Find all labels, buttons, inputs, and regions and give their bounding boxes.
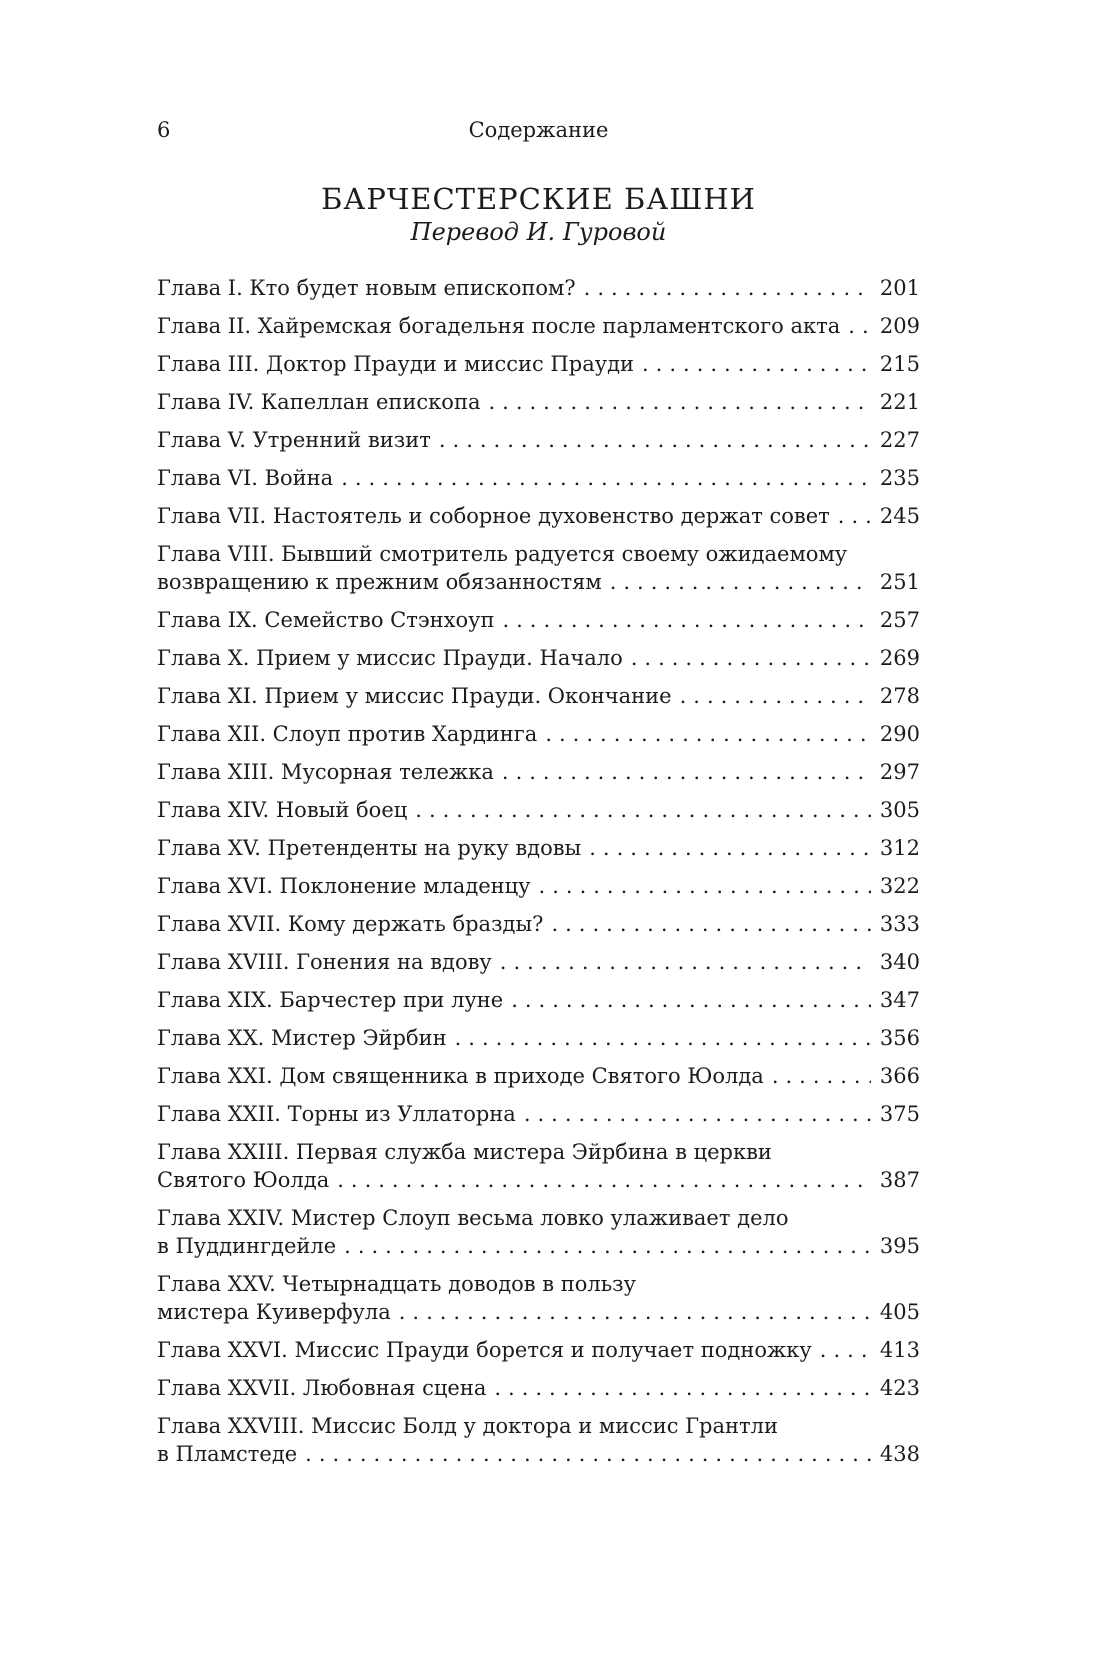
- chapter-title: в Пламстеде: [157, 1442, 298, 1466]
- chapter-title: Глава XXVII. Любовная сцена: [157, 1376, 487, 1400]
- toc-entry: [157, 606, 920, 634]
- toc-entry-leader-line: [157, 986, 920, 1014]
- chapter-title: Глава X. Прием у миссис Прауди. Начало: [157, 646, 623, 670]
- chapter-title: Глава III. Доктор Прауди и миссис Прауди: [157, 352, 634, 376]
- toc-entry-leader-line: [157, 274, 920, 302]
- chapter-title: Глава XIV. Новый боец: [157, 798, 408, 822]
- toc-entry-text-line: Глава XXVIII. Миссис Болд у доктора и миссис Грантли: [157, 1414, 778, 1438]
- toc-entry: [157, 796, 920, 824]
- chapter-title: Глава XVIII. Гонения на вдову: [157, 950, 492, 974]
- running-head-title: Содержание: [468, 118, 609, 142]
- dot-leader: [488, 388, 870, 416]
- page-ref: 269: [879, 646, 920, 670]
- page-ref: 438: [879, 1442, 920, 1466]
- chapter-title: Глава XVI. Поклонение младенцу: [157, 874, 531, 898]
- toc-entry-leader-line: [157, 1336, 920, 1364]
- dot-leader: [631, 644, 871, 672]
- toc-entry: [157, 948, 920, 976]
- toc-entry: [157, 758, 920, 786]
- running-head: [157, 116, 920, 144]
- dot-leader: [848, 312, 871, 340]
- section-heading: [157, 182, 920, 248]
- toc-entry: [157, 1100, 920, 1128]
- toc-entry-text-line: Глава XXV. Четырнадцать доводов в пользу: [157, 1272, 636, 1296]
- chapter-title: Глава I. Кто будет новым епископом?: [157, 276, 576, 300]
- dot-leader: [494, 1374, 871, 1402]
- toc-entry-leader-line: [157, 834, 920, 862]
- toc-entry: [157, 682, 920, 710]
- dot-leader: [772, 1062, 871, 1090]
- page-ref: 366: [879, 1064, 920, 1088]
- page-ref: 297: [879, 760, 920, 784]
- chapter-title: мистера Куиверфула: [157, 1300, 391, 1324]
- page-ref: 423: [879, 1376, 920, 1400]
- toc-entry-leader-line: [157, 1024, 920, 1052]
- page-ref: 375: [879, 1102, 920, 1126]
- chapter-title: Глава XXII. Торны из Уллаторна: [157, 1102, 516, 1126]
- toc-entry-leader-line: [157, 1440, 920, 1468]
- chapter-title: Глава XXVI. Миссис Прауди борется и получает подножку: [157, 1338, 812, 1362]
- dot-leader: [439, 426, 871, 454]
- chapter-title: Глава II. Хайремская богадельня после парламентского акта: [157, 314, 841, 338]
- toc-entry: [157, 1204, 920, 1260]
- page-ref: 227: [879, 428, 920, 452]
- toc-entry-leader-line: [157, 464, 920, 492]
- chapter-title: Глава XV. Претенденты на руку вдовы: [157, 836, 582, 860]
- dot-leader: [680, 682, 871, 710]
- page-ref: 201: [879, 276, 920, 300]
- toc-entry-leader-line: [157, 910, 920, 938]
- chapter-title: Глава XIII. Мусорная тележка: [157, 760, 494, 784]
- dot-leader: [820, 1336, 871, 1364]
- page-ref: 312: [879, 836, 920, 860]
- toc-entry: [157, 1412, 920, 1468]
- toc-entry-leader-line: [157, 682, 920, 710]
- dot-leader: [341, 464, 871, 492]
- dot-leader: [502, 606, 870, 634]
- page-ref: 278: [879, 684, 920, 708]
- page-ref: 322: [879, 874, 920, 898]
- chapter-title: в Пуддингдейле: [157, 1234, 337, 1258]
- chapter-title: возвращению к прежним обязанностям: [157, 570, 602, 594]
- translator-credit: Перевод И. Гуровой: [410, 218, 667, 246]
- dot-leader: [524, 1100, 871, 1128]
- toc-entry: [157, 720, 920, 748]
- toc-entry-leader-line: [157, 1100, 920, 1128]
- page-ref: 347: [879, 988, 920, 1012]
- toc-list: [157, 274, 920, 1468]
- toc-entry: [157, 1336, 920, 1364]
- dot-leader: [589, 834, 871, 862]
- dot-leader: [511, 986, 871, 1014]
- dot-leader: [399, 1298, 871, 1326]
- dot-leader: [551, 910, 870, 938]
- page-ref: 413: [879, 1338, 920, 1362]
- toc-entry: [157, 1270, 920, 1326]
- dot-leader: [584, 274, 871, 302]
- toc-entry-leader-line: [157, 758, 920, 786]
- toc-entry-leader-line: [157, 1232, 920, 1260]
- toc-entry: [157, 1138, 920, 1194]
- dot-leader: [455, 1024, 871, 1052]
- toc-entry: [157, 312, 920, 340]
- chapter-title: Глава XX. Мистер Эйрбин: [157, 1026, 447, 1050]
- page-ref: 387: [879, 1168, 920, 1192]
- page-ref: 221: [879, 390, 920, 414]
- chapter-title: Глава IV. Капеллан епископа: [157, 390, 481, 414]
- toc-entry: [157, 274, 920, 302]
- toc-entry-leader-line: [157, 644, 920, 672]
- page-ref: 340: [879, 950, 920, 974]
- chapter-title: Глава XIX. Барчестер при луне: [157, 988, 504, 1012]
- toc-entry: [157, 350, 920, 378]
- toc-entry: [157, 464, 920, 492]
- dot-leader: [502, 758, 871, 786]
- toc-entry-leader-line: [157, 796, 920, 824]
- toc-entry-leader-line: [157, 1298, 920, 1326]
- chapter-title: Глава XI. Прием у миссис Прауди. Окончание: [157, 684, 672, 708]
- book-title: БАРЧЕСТЕРСКИЕ БАШНИ: [321, 182, 756, 216]
- page-ref: 209: [879, 314, 920, 338]
- page-ref: 290: [879, 722, 920, 746]
- dot-leader: [610, 568, 871, 596]
- toc-entry-text-line: Глава VIII. Бывший смотритель радуется своему ожидаемому: [157, 542, 848, 566]
- chapter-title: Глава VII. Настоятель и соборное духовенство держат совет: [157, 504, 830, 528]
- chapter-title: Глава IX. Семейство Стэнхоуп: [157, 608, 495, 632]
- toc-entry-text-line: Глава XXIV. Мистер Слоуп весьма ловко улаживает дело: [157, 1206, 789, 1230]
- dot-leader: [539, 872, 871, 900]
- toc-entry: [157, 388, 920, 416]
- chapter-title: Глава XII. Слоуп против Хардинга: [157, 722, 538, 746]
- toc-entry-leader-line: [157, 606, 920, 634]
- toc-entry-leader-line: [157, 312, 920, 340]
- page-ref: 251: [879, 570, 920, 594]
- toc-entry: [157, 872, 920, 900]
- toc-entry-leader-line: [157, 502, 920, 530]
- chapter-title: Глава VI. Война: [157, 466, 334, 490]
- chapter-title: Глава V. Утренний визит: [157, 428, 431, 452]
- toc-entry: [157, 910, 920, 938]
- toc-entry-leader-line: [157, 350, 920, 378]
- dot-leader: [545, 720, 871, 748]
- dot-leader: [642, 350, 871, 378]
- dot-leader: [344, 1232, 871, 1260]
- toc-entry-leader-line: [157, 720, 920, 748]
- toc-entry: [157, 502, 920, 530]
- toc-entry: [157, 1374, 920, 1402]
- toc-entry-leader-line: [157, 948, 920, 976]
- toc-entry-leader-line: [157, 872, 920, 900]
- page-ref: 305: [879, 798, 920, 822]
- chapter-title: Глава XXI. Дом священника в приходе Святого Юолда: [157, 1064, 764, 1088]
- toc-entry: [157, 540, 920, 596]
- toc-entry-leader-line: [157, 1166, 920, 1194]
- toc-entry-text-line: Глава XXIII. Первая служба мистера Эйрбина в церкви: [157, 1140, 772, 1164]
- chapter-title: Святого Юолда: [157, 1168, 330, 1192]
- dot-leader: [305, 1440, 871, 1468]
- page-ref: 215: [879, 352, 920, 376]
- toc-entry-leader-line: [157, 1062, 920, 1090]
- dot-leader: [500, 948, 871, 976]
- toc-entry-leader-line: [157, 568, 920, 596]
- chapter-title: Глава XVII. Кому держать бразды?: [157, 912, 544, 936]
- dot-leader: [415, 796, 871, 824]
- page-ref: 356: [879, 1026, 920, 1050]
- dot-leader: [838, 502, 871, 530]
- toc-entry: [157, 426, 920, 454]
- dot-leader: [337, 1166, 871, 1194]
- page-ref: 245: [879, 504, 920, 528]
- toc-entry: [157, 1024, 920, 1052]
- page-ref: 333: [879, 912, 920, 936]
- page-ref: 257: [879, 608, 920, 632]
- toc-entry-leader-line: [157, 1374, 920, 1402]
- toc-entry: [157, 1062, 920, 1090]
- toc-entry-leader-line: [157, 388, 920, 416]
- toc-entry: [157, 986, 920, 1014]
- page-ref: 235: [879, 466, 920, 490]
- toc-entry: [157, 644, 920, 672]
- toc-entry: [157, 834, 920, 862]
- page-ref: 405: [879, 1300, 920, 1324]
- toc-entry-leader-line: [157, 426, 920, 454]
- page-ref: 395: [879, 1234, 920, 1258]
- folio-page-number: 6: [157, 118, 171, 142]
